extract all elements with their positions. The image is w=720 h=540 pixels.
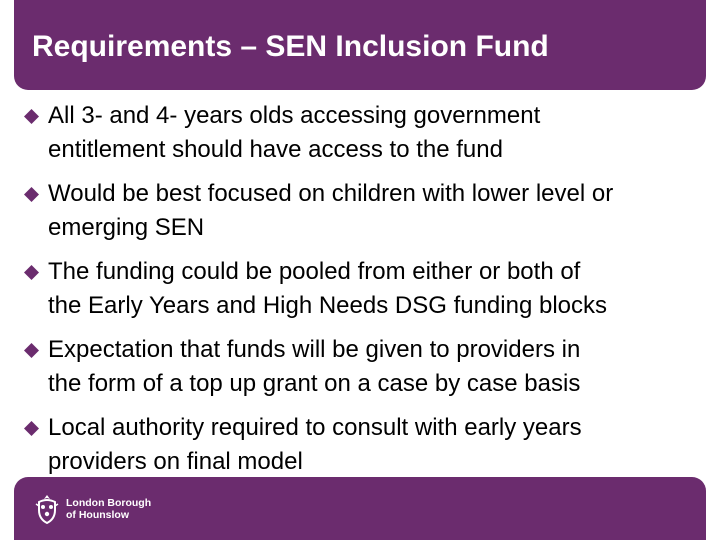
diamond-bullet-icon — [24, 421, 39, 436]
bullet-line: The funding could be pooled from either or both of — [48, 258, 581, 285]
bullet-line: providers on final model — [48, 448, 303, 475]
logo-text — [66, 497, 151, 521]
diamond-bullet-icon — [24, 109, 39, 124]
bullet-line: the Early Years and High Needs DSG funding blocks — [48, 292, 607, 319]
list-item — [22, 333, 712, 401]
bullet-line: Expectation that funds will be given to providers in — [48, 336, 581, 363]
bullet-line: Local authority required to consult with early years — [48, 414, 582, 441]
list-item — [22, 177, 712, 245]
title-bar — [14, 0, 706, 90]
list-item — [22, 255, 712, 323]
list-item — [22, 411, 712, 479]
bullet-line: emerging SEN — [48, 214, 205, 241]
bullet-line: Would be best focused on children with lower level or — [48, 180, 614, 207]
bullet-line: All 3- and 4- years olds accessing government — [48, 102, 541, 129]
slide-title: Requirements – SEN Inclusion Fund — [32, 30, 549, 63]
list-item — [22, 99, 712, 167]
bullet-line: entitlement should have access to the fund — [48, 136, 503, 163]
diamond-bullet-icon — [24, 265, 39, 280]
logo-line: London Borough — [66, 497, 152, 509]
borough-logo — [34, 494, 151, 524]
footer-bar — [14, 477, 706, 540]
bullet-line: the form of a top up grant on a case by case basis — [48, 370, 581, 397]
borough-crest-icon — [34, 494, 60, 524]
diamond-bullet-icon — [24, 187, 39, 202]
bullet-list — [22, 99, 712, 489]
logo-line: of Hounslow — [66, 509, 129, 521]
diamond-bullet-icon — [24, 343, 39, 358]
